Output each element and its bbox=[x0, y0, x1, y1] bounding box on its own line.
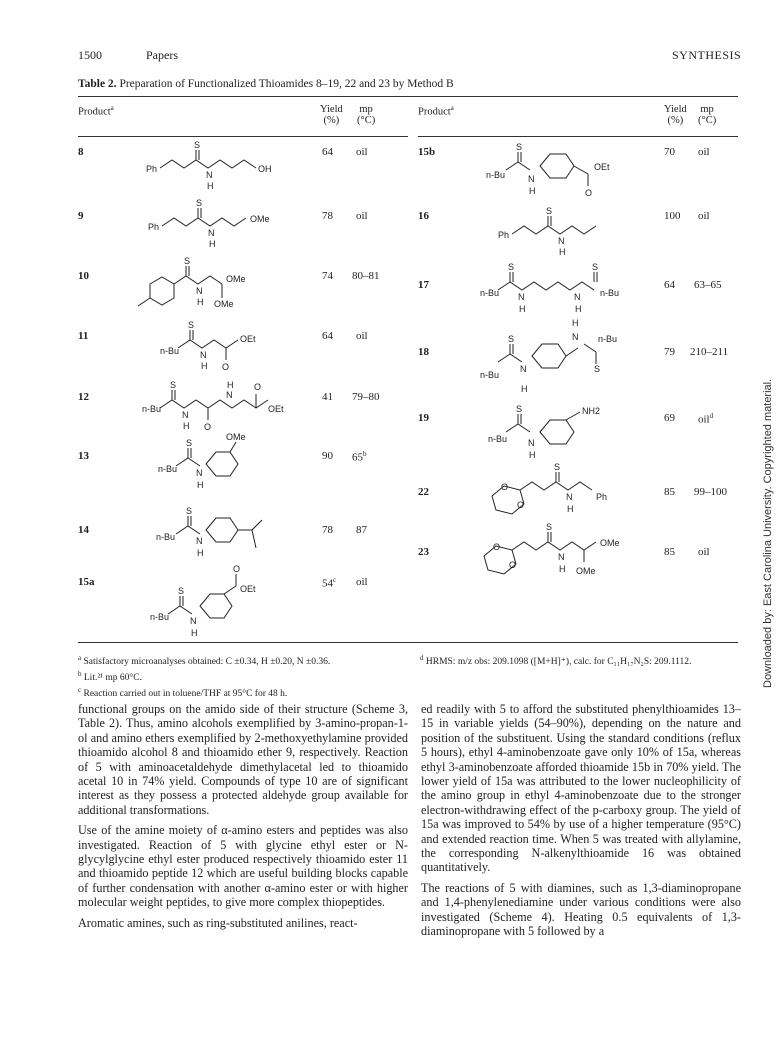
download-watermark: Downloaded by: East Carolina University. Copyrighted material. bbox=[762, 378, 774, 688]
mp-header-right: mp (°C) bbox=[698, 104, 717, 126]
svg-text:Ph: Ph bbox=[148, 222, 160, 232]
mp-value: 87 bbox=[356, 524, 367, 536]
svg-text:S: S bbox=[594, 364, 601, 374]
footnote-d: $^d$ HRMS: m/z obs: 209.1098 ([M+H]⁺), calc. for C₁₁H₁₇N₂S: 209.1112. bbox=[420, 654, 692, 668]
yield-header-left: Yield (%) bbox=[320, 104, 343, 126]
svg-text:S: S bbox=[178, 586, 185, 596]
mp-value: oil$^d$ bbox=[698, 412, 714, 426]
svg-text:H: H bbox=[207, 181, 214, 191]
svg-text:H: H bbox=[183, 421, 190, 431]
svg-text:N: N bbox=[196, 286, 203, 296]
svg-text:OEt: OEt bbox=[240, 334, 256, 344]
svg-text:O: O bbox=[222, 362, 230, 372]
svg-text:H: H bbox=[201, 361, 208, 371]
svg-text:N: N bbox=[520, 364, 527, 374]
structure-14 bbox=[156, 506, 262, 558]
journal-name: SYNTHESIS bbox=[672, 48, 742, 62]
svg-text:n-Bu: n-Bu bbox=[486, 170, 506, 180]
svg-text:n-Bu: n-Bu bbox=[600, 288, 620, 298]
svg-text:N: N bbox=[200, 350, 207, 360]
compound-number: 15a bbox=[78, 576, 95, 588]
svg-text:n-Bu: n-Bu bbox=[480, 288, 500, 298]
svg-text:S: S bbox=[186, 438, 193, 448]
svg-text:O: O bbox=[204, 422, 212, 432]
svg-text:N: N bbox=[566, 492, 573, 502]
svg-text:Ph: Ph bbox=[596, 492, 608, 502]
svg-text:S: S bbox=[508, 262, 515, 272]
structure-15a bbox=[150, 564, 256, 638]
yield-value: 54$^c$ bbox=[322, 576, 337, 590]
mp-value: oil bbox=[698, 546, 710, 558]
svg-text:n-Bu: n-Bu bbox=[142, 404, 162, 414]
svg-text:H: H bbox=[572, 318, 579, 328]
mp-value: 79–80 bbox=[352, 391, 380, 403]
compound-number: 11 bbox=[78, 330, 89, 342]
yield-value: 41 bbox=[322, 391, 333, 403]
svg-text:S: S bbox=[516, 404, 523, 414]
compound-number: 23 bbox=[418, 546, 429, 558]
compound-number: 9 bbox=[78, 210, 84, 222]
yield-value: 69 bbox=[664, 412, 675, 424]
structure-10 bbox=[138, 256, 246, 309]
structure-19 bbox=[488, 404, 600, 460]
svg-text:S: S bbox=[546, 206, 553, 216]
svg-text:OEt: OEt bbox=[594, 162, 610, 172]
svg-text:S: S bbox=[554, 462, 561, 472]
svg-text:n-Bu: n-Bu bbox=[158, 464, 178, 474]
svg-text:S: S bbox=[184, 256, 191, 266]
svg-text:O: O bbox=[233, 564, 241, 574]
structure-17 bbox=[480, 262, 619, 314]
svg-text:n-Bu: n-Bu bbox=[488, 434, 508, 444]
svg-text:H: H bbox=[529, 450, 536, 460]
compound-number: 22 bbox=[418, 486, 429, 498]
svg-text:H: H bbox=[529, 186, 536, 196]
svg-text:H: H bbox=[559, 247, 566, 257]
svg-text:O: O bbox=[517, 500, 525, 510]
table-label: Table 2. bbox=[78, 78, 117, 90]
structure-16 bbox=[498, 206, 596, 257]
structure-18 bbox=[480, 318, 617, 394]
compound-number: 10 bbox=[78, 270, 89, 282]
svg-text:S: S bbox=[194, 140, 201, 150]
mp-value: oil bbox=[356, 330, 368, 342]
body-column-right bbox=[421, 702, 741, 945]
mp-value: 65$^b$ bbox=[352, 450, 367, 464]
svg-text:n-Bu: n-Bu bbox=[480, 370, 500, 380]
yield-value: 78 bbox=[322, 524, 333, 536]
mp-value: oil bbox=[698, 210, 710, 222]
yield-value: 85 bbox=[664, 486, 675, 498]
paragraph: functional groups on the amido side of their structure (Scheme 3, Table 2). Thus, amino alcohols exemplified by 3-amino-propan-1-ol and amino ethers exemplified by 2-methoxyethylamine provided thioamido alcohol 8 and thioamido ether 9, respectively. Reaction of 5 with aminoacetaldehyde dimethylacetal led to thioamido acetal 10 in 74% yield. Compounds of type 10 are of significant interest as they possess a protected aldehyde group available for additional transformations. bbox=[78, 702, 408, 817]
svg-text:OMe: OMe bbox=[600, 538, 620, 548]
svg-text:Ph: Ph bbox=[498, 230, 510, 240]
yield-value: 79 bbox=[664, 346, 675, 358]
mp-value: 210–211 bbox=[690, 346, 729, 358]
compound-number: 14 bbox=[78, 524, 89, 536]
svg-text:N: N bbox=[518, 292, 525, 302]
svg-text:S: S bbox=[546, 522, 553, 532]
svg-text:H: H bbox=[519, 304, 526, 314]
svg-text:O: O bbox=[254, 382, 262, 392]
svg-text:H: H bbox=[575, 304, 582, 314]
svg-text:Ph: Ph bbox=[146, 164, 158, 174]
svg-text:H: H bbox=[559, 564, 566, 574]
structure-8 bbox=[146, 140, 272, 191]
mp-value: 63–65 bbox=[694, 279, 722, 291]
svg-text:N: N bbox=[208, 228, 215, 238]
svg-text:OEt: OEt bbox=[268, 404, 284, 414]
svg-text:N: N bbox=[206, 170, 213, 180]
svg-text:N: N bbox=[558, 236, 565, 246]
svg-text:N: N bbox=[196, 536, 203, 546]
svg-text:O: O bbox=[585, 188, 593, 198]
structure-9 bbox=[148, 198, 270, 249]
structure-15b bbox=[486, 142, 610, 198]
compound-number: 19 bbox=[418, 412, 429, 424]
svg-text:S: S bbox=[196, 198, 203, 208]
mp-value: oil bbox=[356, 146, 368, 158]
body-column-left bbox=[78, 702, 408, 936]
structure-11 bbox=[160, 320, 256, 372]
svg-text:N: N bbox=[196, 468, 203, 478]
product-header-right: Product$^a$ bbox=[418, 104, 454, 118]
yield-header-right: Yield (%) bbox=[664, 104, 687, 126]
paragraph: The reactions of 5 with diamines, such as 1,3-diaminopropane and 1,4-phenylenediamine under various conditions were also investigated (Scheme 4). Heating 0.5 equivalents of 1,3-diaminopropane with 5 followed by a bbox=[421, 880, 741, 939]
svg-text:H: H bbox=[209, 239, 216, 249]
svg-text:N: N bbox=[226, 390, 233, 400]
structure-13 bbox=[158, 432, 246, 490]
yield-value: 90 bbox=[322, 450, 333, 462]
svg-text:n-Bu: n-Bu bbox=[156, 532, 176, 542]
page-number: 1500 bbox=[78, 48, 102, 62]
svg-text:H: H bbox=[567, 504, 574, 514]
yield-value: 64 bbox=[322, 146, 333, 158]
svg-text:S: S bbox=[516, 142, 523, 152]
svg-text:O: O bbox=[501, 482, 509, 492]
compound-number: 13 bbox=[78, 450, 89, 462]
section-label: Papers bbox=[146, 48, 178, 62]
svg-text:N: N bbox=[572, 332, 579, 342]
svg-text:N: N bbox=[182, 410, 189, 420]
svg-text:H: H bbox=[197, 480, 204, 490]
svg-text:N: N bbox=[190, 616, 197, 626]
compound-number: 16 bbox=[418, 210, 429, 222]
svg-text:OH: OH bbox=[258, 164, 272, 174]
svg-text:n-Bu: n-Bu bbox=[160, 346, 180, 356]
svg-text:N: N bbox=[558, 552, 565, 562]
svg-text:OMe: OMe bbox=[214, 299, 234, 309]
yield-value: 78 bbox=[322, 210, 333, 222]
svg-text:H: H bbox=[197, 548, 204, 558]
table-title: Preparation of Functionalized Thioamides 8–19, 22 and 23 by Method B bbox=[119, 78, 454, 90]
svg-text:OEt: OEt bbox=[240, 584, 256, 594]
mp-value: 80–81 bbox=[352, 270, 380, 282]
svg-text:OMe: OMe bbox=[576, 566, 596, 576]
yield-value: 100 bbox=[664, 210, 681, 222]
compound-number: 17 bbox=[418, 279, 429, 291]
paragraph: Aromatic amines, such as ring-substituted anilines, react- bbox=[78, 915, 358, 930]
svg-text:H: H bbox=[191, 628, 198, 638]
svg-text:N: N bbox=[528, 174, 535, 184]
structure-22 bbox=[492, 462, 607, 514]
svg-text:S: S bbox=[170, 380, 177, 390]
mp-value: oil bbox=[356, 210, 368, 222]
footnote-b: $^b$ Lit.²¹ mp 60°C. bbox=[78, 670, 142, 684]
compound-number: 15b bbox=[418, 146, 436, 158]
yield-value: 70 bbox=[664, 146, 675, 158]
paragraph: ed readily with 5 to afford the substituted phenylthioamides 13–15 in variable yields (54–90%), depending on the nature and position of the substituent. Using the standard conditions (reflux 5 hours), ethyl 4-aminobenzoate gave only 10% of 15a, whereas ethyl 3-aminobenzoate afforded thioamide 15b in 70% yield. The lower yield of 15a was attributed to the lower nucleophilicity of the amino group in ethyl 4-aminobenzoate due to the stronger electron-withdrawing effect of the p-carboxy group. The yield of 15a was improved to 54% by use of a higher temperature (95°C) and extended reaction time. When 5 was treated with allylamine, the corresponding N-alkenylthioamide 16 was obtained quantitatively. bbox=[421, 702, 741, 875]
footnote-a: $^a$ Satisfactory microanalyses obtained: C ±0.34, H ±0.20, N ±0.36. bbox=[78, 654, 331, 668]
svg-text:n-Bu: n-Bu bbox=[598, 334, 618, 344]
svg-text:S: S bbox=[508, 334, 515, 344]
svg-text:S: S bbox=[592, 262, 599, 272]
svg-text:H: H bbox=[227, 380, 234, 390]
svg-text:OMe: OMe bbox=[226, 274, 246, 284]
svg-text:H: H bbox=[521, 384, 528, 394]
footnotes-left bbox=[78, 652, 408, 700]
svg-text:N: N bbox=[574, 292, 581, 302]
structure-23 bbox=[484, 522, 620, 576]
svg-text:S: S bbox=[186, 506, 193, 516]
svg-text:n-Bu: n-Bu bbox=[150, 612, 170, 622]
mp-value: oil bbox=[698, 146, 710, 158]
compound-number: 12 bbox=[78, 391, 89, 403]
mp-value: 99–100 bbox=[694, 486, 727, 498]
structure-12 bbox=[142, 380, 284, 432]
svg-text:O: O bbox=[493, 542, 501, 552]
footnote-c: $^c$ Reaction carried out in toluene/THF at 95°C for 48 h. bbox=[78, 686, 288, 700]
svg-text:O: O bbox=[509, 560, 517, 570]
compound-number: 18 bbox=[418, 346, 429, 358]
svg-text:S: S bbox=[188, 320, 195, 330]
yield-value: 64 bbox=[322, 330, 333, 342]
product-header-left: Product$^a$ bbox=[78, 104, 114, 118]
mp-header-left: mp (°C) bbox=[357, 104, 376, 126]
svg-text:OMe: OMe bbox=[250, 214, 270, 224]
yield-value: 74 bbox=[322, 270, 333, 282]
svg-text:OMe: OMe bbox=[226, 432, 246, 442]
compound-number: 8 bbox=[78, 146, 84, 158]
svg-text:N: N bbox=[528, 438, 535, 448]
svg-text:NH2: NH2 bbox=[582, 406, 601, 416]
yield-value: 85 bbox=[664, 546, 675, 558]
yield-value: 64 bbox=[664, 279, 675, 291]
svg-text:H: H bbox=[197, 297, 204, 307]
mp-value: oil bbox=[356, 576, 368, 588]
paragraph: Use of the amine moiety of α-amino esters and peptides was also investigated. Reaction of 5 with glycine ethyl ester or N-glycylglycine ethyl ester produced respectively thioamido ester 11 and thioamido peptide 12 which are useful building blocks capable of further condensation with another α-amino ester or with higher molecular weight peptides, to give more complex thiopeptides. bbox=[78, 823, 408, 910]
